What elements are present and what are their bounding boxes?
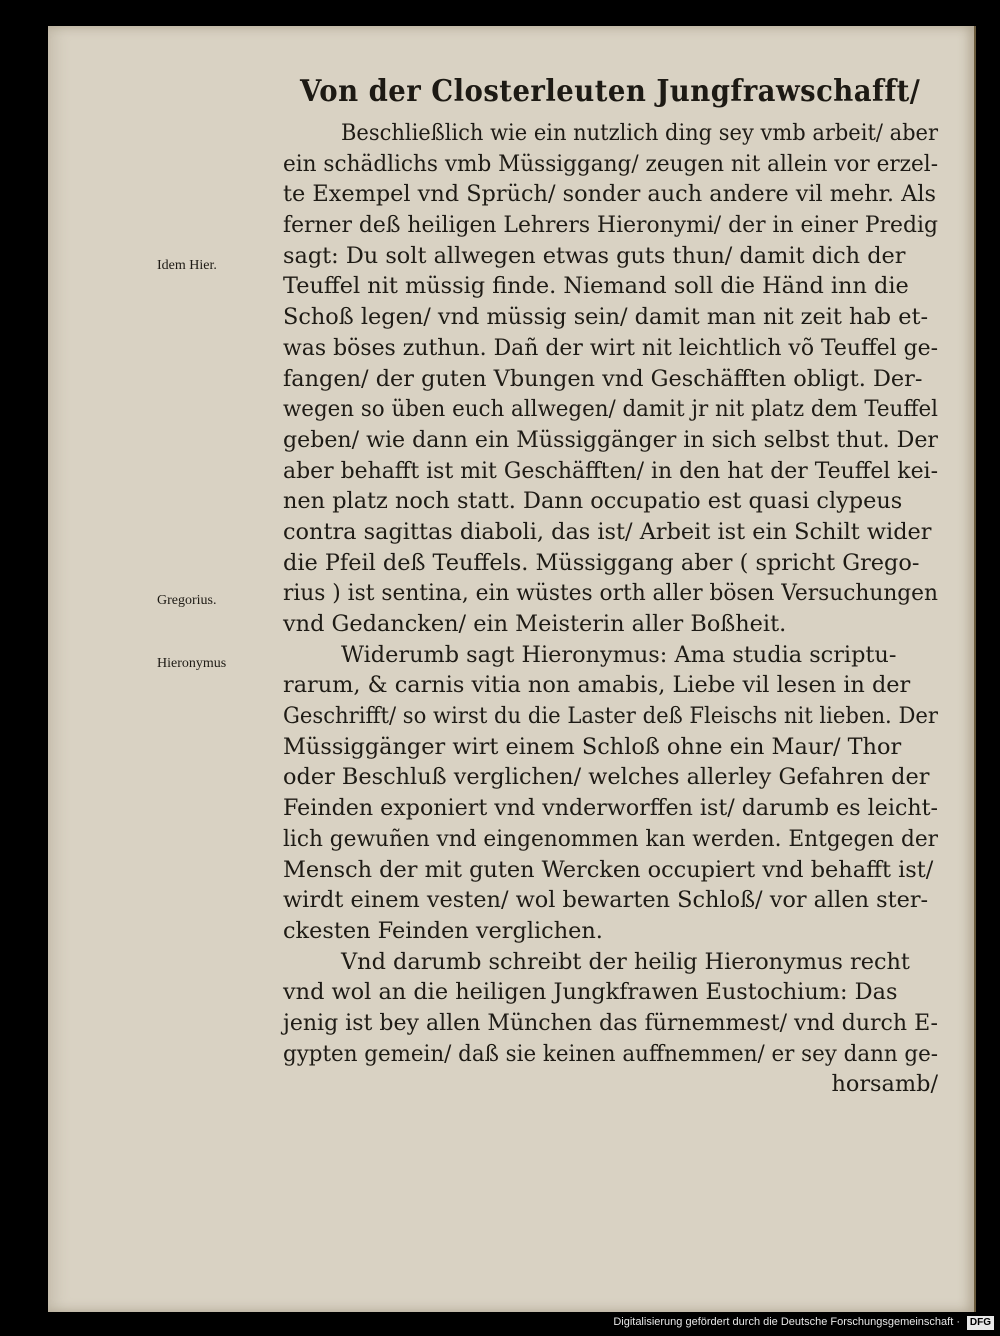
- text-line: Schoß legen/ vnd müssig sein/ damit man nit zeit hab et-: [283, 304, 929, 331]
- text-line: ckesten Feinden verglichen.: [283, 917, 603, 944]
- margin-note-hieronymus: Hieronymus: [157, 656, 227, 671]
- text-line: Geschrifft/ so wirst du die Laster deß Fleischs nit lieben. Der: [283, 703, 938, 730]
- text-line: Mensch der mit guten Wercken occupiert vnd behafft ist/: [283, 856, 934, 883]
- dfg-logo: DFG: [967, 1316, 994, 1330]
- text-line: geben/ wie dann ein Müssiggänger in sich selbst thut. Der: [283, 426, 938, 453]
- text-line: was böses zuthun. Dañ der wirt nit leichtlich võ Teuffel ge-: [283, 334, 938, 361]
- text-line: Müssiggänger wirt einem Schloß ohne ein Maur/ Thor: [283, 733, 902, 760]
- text-line: fangen/ der guten Vbungen vnd Geschäfften obligt. Der-: [283, 365, 923, 392]
- text-line: te Exempel vnd Sprüch/ sonder auch andere vil mehr. Als: [283, 181, 936, 208]
- text-line: jenig ist bey allen München das fürnemmest/ vnd durch E-: [283, 1009, 938, 1036]
- catchword: horsamb/: [831, 1071, 938, 1098]
- text-line: lich gewuñen vnd eingenommen kan werden. Entgegen der: [283, 825, 938, 852]
- footer-bar: [0, 1312, 1000, 1336]
- text-line: rius ) ist sentina, ein wüstes orth aller bösen Versuchungen: [283, 580, 938, 607]
- funding-notice: Digitalisierung gefördert durch die Deutsche Forschungsgemeinschaft ·: [613, 1316, 960, 1328]
- text-line: Vnd darumb schreibt der heilig Hieronymus recht: [341, 948, 910, 975]
- margin-note-gregorius: Gregorius.: [157, 593, 217, 608]
- text-line: die Pfeil deß Teuffels. Müssiggang aber ( spricht Grego-: [283, 549, 920, 576]
- text-line: vnd Gedancken/ ein Meisterin aller Boßheit.: [283, 611, 787, 637]
- text-line: wegen so üben euch allwegen/ damit jr nit platz dem Teuffel: [283, 396, 938, 423]
- text-line: gypten gemein/ daß sie keinen auffnemmen/ er sey dann ge-: [283, 1040, 938, 1067]
- running-title: Von der Closterleuten Jungfrawschafft/: [300, 74, 921, 109]
- text-line: oder Beschluß verglichen/ welches allerley Gefahren der: [283, 764, 930, 791]
- margin-note-idem-hier: Idem Hier.: [157, 258, 217, 273]
- text-line: ferner deß heiligen Lehrers Hieronymi/ der in einer Predig: [283, 212, 938, 239]
- text-line: contra sagittas diaboli, das ist/ Arbeit ist ein Schilt wider: [283, 518, 932, 545]
- text-line: Teuffel nit müssig finde. Niemand soll die Händ inn die: [283, 273, 909, 300]
- body-text: [283, 118, 938, 1100]
- text-line: ein schädlichs vmb Müssiggang/ zeugen nit allein vor erzel-: [283, 150, 938, 177]
- text-line: sagt: Du solt allwegen etwas guts thun/ damit dich der: [283, 242, 906, 269]
- text-line: Beschließlich wie ein nutzlich ding sey vmb arbeit/ aber: [341, 120, 938, 146]
- text-line: rarum, & carnis vitia non amabis, Liebe vil lesen in der: [283, 672, 911, 699]
- text-line: Feinden exponiert vnd vnderworffen ist/ darumb es leicht-: [283, 795, 938, 822]
- text-line: nen platz noch statt. Dann occupatio est quasi clypeus: [283, 488, 903, 515]
- text-line: aber behafft ist mit Geschäfften/ in den hat der Teuffel kei-: [283, 457, 938, 484]
- text-line: vnd wol an die heiligen Jungkfrawen Eustochium: Das: [283, 979, 898, 1006]
- text-line: Widerumb sagt Hieronymus: Ama studia scriptu-: [341, 641, 897, 668]
- text-line: wirdt einem vesten/ wol bewarten Schloß/ vor allen ster-: [283, 887, 929, 914]
